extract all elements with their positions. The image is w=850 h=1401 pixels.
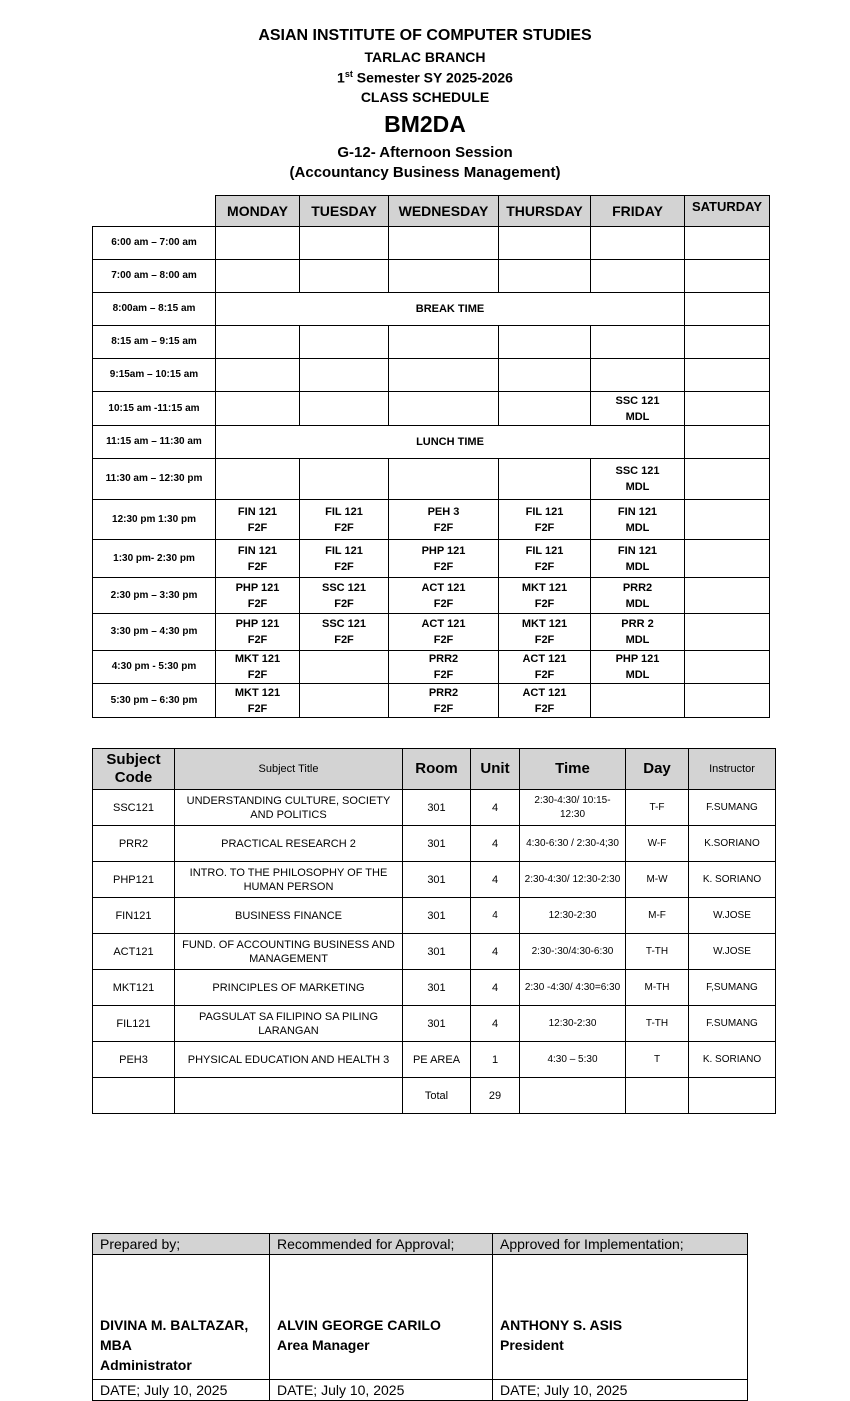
slot-cell [685, 392, 770, 426]
class-mode: F2F [433, 669, 454, 681]
class-mode: MDL [625, 410, 650, 423]
time-cell: 3:30 pm – 4:30 pm [93, 614, 216, 651]
recommended-date: DATE; July 10, 2025 [270, 1380, 493, 1401]
prepared-title: Administrator [100, 1357, 192, 1373]
class-cell [591, 578, 685, 614]
recommended-name: ALVIN GEORGE CARILO [277, 1317, 441, 1333]
subject-day: M-TH [626, 970, 689, 1006]
class-cell [591, 614, 685, 651]
signature-header-row [93, 1234, 748, 1255]
subject-title: PRINCIPLES OF MARKETING [175, 970, 403, 1006]
header-time: Time [520, 749, 626, 790]
subject-code: PHP121 [93, 862, 175, 898]
slot-cell [685, 578, 770, 614]
schedule-row [93, 684, 770, 718]
semester-suffix: st [344, 69, 353, 79]
day-header-tuesday: TUESDAY [300, 196, 389, 227]
subject-instructor: K. SORIANO [689, 1042, 776, 1078]
slot-cell [685, 540, 770, 578]
class-mode: MDL [625, 597, 650, 610]
subject-code: FIL121 [93, 1006, 175, 1042]
slot-cell [685, 260, 770, 293]
day-header-thursday: THURSDAY [499, 196, 591, 227]
class-mode: F2F [433, 560, 454, 573]
class-cell [389, 500, 499, 540]
approved-label: Approved for Implementation; [493, 1234, 748, 1255]
slot-cell [499, 326, 591, 359]
class-cell [389, 684, 499, 718]
subject-unit: 4 [471, 1006, 520, 1042]
signatures-table [92, 1233, 748, 1401]
class-cell [591, 500, 685, 540]
class-mode: MDL [625, 560, 650, 573]
subject-unit: 4 [471, 790, 520, 826]
empty-cell [93, 1078, 175, 1114]
class-mode: F2F [534, 634, 555, 646]
schedule-row [93, 578, 770, 614]
approved-date: DATE; July 10, 2025 [493, 1380, 748, 1401]
subject-room: 301 [403, 790, 471, 826]
subject-time: 2:30-4:30/ 10:15-12:30 [520, 790, 626, 826]
subject-unit: 1 [471, 1042, 520, 1078]
slot-cell [685, 651, 770, 684]
subject-code: FIL 121 [525, 505, 564, 518]
subject-row [93, 898, 776, 934]
header-room: Room [403, 749, 471, 790]
approved-signatory [493, 1255, 748, 1380]
slot-cell [389, 459, 499, 500]
class-cell [389, 540, 499, 578]
subject-day: T-TH [626, 934, 689, 970]
total-units: 29 [471, 1078, 520, 1114]
class-cell [300, 614, 389, 651]
schedule-row [93, 614, 770, 651]
subject-code: PRR2 [428, 653, 459, 665]
subject-time: 2:30-4:30/ 12:30-2:30 [520, 862, 626, 898]
subject-code: FIN 121 [617, 505, 658, 518]
slot-cell [300, 227, 389, 260]
time-cell: 5:30 pm – 6:30 pm [93, 684, 216, 718]
header-unit: Unit [471, 749, 520, 790]
class-mode: F2F [534, 702, 555, 715]
class-mode: F2F [247, 597, 268, 610]
subject-day: T-F [626, 790, 689, 826]
schedule-row [93, 540, 770, 578]
subjects-table [92, 748, 776, 1114]
prepared-by-label: Prepared by; [93, 1234, 270, 1255]
subject-row [93, 1006, 776, 1042]
subject-unit: 4 [471, 898, 520, 934]
class-cell [216, 651, 300, 684]
day-header-monday: MONDAY [216, 196, 300, 227]
schedule-row [93, 426, 770, 459]
subject-unit: 4 [471, 826, 520, 862]
slot-cell [300, 392, 389, 426]
class-cell [300, 540, 389, 578]
subject-code: ACT 121 [522, 686, 567, 699]
schedule-row [93, 651, 770, 684]
institute-name: ASIAN INSTITUTE OF COMPUTER STUDIES [258, 27, 592, 44]
subject-row [93, 1042, 776, 1078]
subject-unit: 4 [471, 934, 520, 970]
session-label: G-12- Afternoon Session [337, 144, 513, 161]
day-header-wednesday: WEDNESDAY [389, 196, 499, 227]
class-mode: F2F [334, 521, 354, 534]
slot-cell [685, 614, 770, 651]
subject-code: SSC121 [93, 790, 175, 826]
subject-code: PRR2 [93, 826, 175, 862]
class-mode: F2F [247, 702, 268, 715]
time-cell: 4:30 pm - 5:30 pm [93, 651, 216, 684]
prepared-name: DIVINA M. BALTAZAR, MBA [100, 1317, 249, 1353]
document-title: CLASS SCHEDULE [360, 89, 490, 105]
subject-row [93, 790, 776, 826]
class-mode: MDL [625, 521, 650, 534]
class-cell [389, 651, 499, 684]
subject-time: 4:30-6:30 / 2:30-4;30 [520, 826, 626, 862]
subject-code: SSC 121 [615, 465, 660, 477]
class-cell-friday [591, 459, 685, 500]
slot-cell [499, 359, 591, 392]
subject-code: PRR2 [428, 686, 459, 699]
class-mode: F2F [247, 669, 268, 681]
prepared-date: DATE; July 10, 2025 [93, 1380, 270, 1401]
slot-cell [591, 227, 685, 260]
subject-title: INTRO. TO THE PHILOSOPHY OF THE HUMAN PERSON [175, 862, 403, 898]
empty-cell [175, 1078, 403, 1114]
slot-cell [685, 326, 770, 359]
subject-code: ACT 121 [421, 581, 466, 594]
class-mode: F2F [433, 521, 454, 534]
slot-cell [216, 260, 300, 293]
subject-code: PHP 121 [615, 653, 660, 665]
slot-cell [685, 293, 770, 326]
signature-body-row [93, 1255, 748, 1380]
header-instructor: Instructor [689, 749, 776, 790]
recommended-title: Area Manager [277, 1337, 370, 1353]
class-cell [216, 614, 300, 651]
subject-day: M-F [626, 898, 689, 934]
time-cell: 11:15 am – 11:30 am [93, 426, 216, 459]
subject-unit: 4 [471, 970, 520, 1006]
subject-code: PRR2 [622, 581, 653, 594]
class-cell [499, 578, 591, 614]
subject-room: 301 [403, 970, 471, 1006]
subject-title: UNDERSTANDING CULTURE, SOCIETY AND POLITICS [175, 790, 403, 826]
section-code: BM2DA [384, 111, 466, 137]
slot-cell [499, 260, 591, 293]
subject-room: PE AREA [403, 1042, 471, 1078]
subject-room: 301 [403, 862, 471, 898]
subject-instructor: F,SUMANG [689, 970, 776, 1006]
subject-code: FIN121 [93, 898, 175, 934]
header-subject-code: Subject Code [93, 749, 175, 790]
subject-code: PHP 121 [235, 618, 280, 630]
slot-cell [300, 651, 389, 684]
class-cell [591, 651, 685, 684]
time-cell: 7:00 am – 8:00 am [93, 260, 216, 293]
slot-cell [216, 459, 300, 500]
slot-cell [591, 326, 685, 359]
subject-time: 12:30-2:30 [520, 1006, 626, 1042]
slot-cell [389, 359, 499, 392]
subject-time: 4:30 – 5:30 [520, 1042, 626, 1078]
break-time-cell: BREAK TIME [216, 293, 685, 326]
subject-code: MKT121 [93, 970, 175, 1006]
semester-line [0, 69, 850, 86]
subject-code: FIN 121 [237, 505, 278, 518]
subject-code: ACT 121 [421, 618, 466, 630]
time-cell: 6:00 am – 7:00 am [93, 227, 216, 260]
subject-code: SSC 121 [321, 581, 367, 594]
strand-label: (Accountancy Business Management) [289, 164, 561, 181]
subject-code: PHP 121 [235, 581, 280, 594]
slot-cell [389, 260, 499, 293]
subject-room: 301 [403, 826, 471, 862]
class-cell [300, 578, 389, 614]
subject-code: PHP 121 [421, 544, 466, 557]
subject-room: 301 [403, 934, 471, 970]
schedule-row [93, 293, 770, 326]
class-mode: MDL [625, 481, 650, 493]
subject-room: 301 [403, 898, 471, 934]
subject-unit: 4 [471, 862, 520, 898]
time-cell: 11:30 am – 12:30 pm [93, 459, 216, 500]
subject-row [93, 934, 776, 970]
corner-cell [93, 196, 216, 227]
time-cell: 10:15 am -11:15 am [93, 392, 216, 426]
class-mode: F2F [534, 560, 555, 573]
class-cell [499, 651, 591, 684]
class-mode: MDL [625, 669, 650, 681]
class-cell [499, 540, 591, 578]
class-cell [216, 500, 300, 540]
class-schedule-table [92, 195, 770, 718]
subject-title: PAGSULAT SA FILIPINO SA PILING LARANGAN [175, 1006, 403, 1042]
slot-cell [300, 359, 389, 392]
subject-day: M-W [626, 862, 689, 898]
class-mode: F2F [534, 597, 555, 610]
slot-cell [389, 227, 499, 260]
subject-row [93, 826, 776, 862]
day-header-saturday: SATURDAY [685, 196, 770, 227]
slot-cell [685, 426, 770, 459]
schedule-row [93, 227, 770, 260]
subject-code: FIL 121 [525, 544, 564, 557]
subject-day: W-F [626, 826, 689, 862]
signature-date-row [93, 1380, 748, 1401]
subject-code: SSC 121 [321, 618, 367, 630]
subject-code: FIL 121 [325, 505, 363, 518]
approved-name: ANTHONY S. ASIS [500, 1317, 623, 1333]
class-mode: F2F [534, 521, 555, 534]
slot-cell [216, 392, 300, 426]
subject-row [93, 862, 776, 898]
schedule-row [93, 392, 770, 426]
recommended-signatory [270, 1255, 493, 1380]
slot-cell [499, 459, 591, 500]
day-header-friday: FRIDAY [591, 196, 685, 227]
class-cell [216, 684, 300, 718]
schedule-row [93, 260, 770, 293]
subject-code: FIN 121 [617, 544, 658, 557]
schedule-header-row [93, 196, 770, 227]
class-mode: F2F [247, 521, 268, 534]
class-cell [499, 684, 591, 718]
slot-cell [216, 326, 300, 359]
lunch-time-cell: LUNCH TIME [216, 426, 685, 459]
slot-cell [685, 359, 770, 392]
subject-code: ACT 121 [522, 653, 567, 665]
class-cell-friday [591, 392, 685, 426]
subject-code: SSC 121 [615, 394, 660, 407]
subject-code: MKT 121 [234, 653, 281, 665]
slot-cell [685, 500, 770, 540]
subject-instructor: F.SUMANG [689, 790, 776, 826]
subject-title: BUSINESS FINANCE [175, 898, 403, 934]
slot-cell [216, 359, 300, 392]
time-cell: 2:30 pm – 3:30 pm [93, 578, 216, 614]
slot-cell [389, 392, 499, 426]
time-cell: 12:30 pm 1:30 pm [93, 500, 216, 540]
class-cell [389, 614, 499, 651]
subject-code: PEH3 [93, 1042, 175, 1078]
class-mode: F2F [334, 634, 354, 646]
slot-cell [300, 684, 389, 718]
subject-title: FUND. OF ACCOUNTING BUSINESS AND MANAGEMENT [175, 934, 403, 970]
slot-cell [216, 227, 300, 260]
schedule-row [93, 326, 770, 359]
slot-cell [499, 227, 591, 260]
subject-code: MKT 121 [521, 581, 568, 594]
total-row [93, 1078, 776, 1114]
recommended-label: Recommended for Approval; [270, 1234, 493, 1255]
schedule-row [93, 459, 770, 500]
class-mode: F2F [247, 634, 268, 646]
slot-cell [300, 326, 389, 359]
schedule-row [93, 359, 770, 392]
subject-day: T-TH [626, 1006, 689, 1042]
class-mode: F2F [247, 560, 268, 573]
subject-instructor: K.SORIANO [689, 826, 776, 862]
subject-code: PEH 3 [427, 505, 460, 518]
class-cell [389, 578, 499, 614]
slot-cell [591, 260, 685, 293]
class-mode: F2F [433, 597, 454, 610]
slot-cell [300, 459, 389, 500]
class-cell [499, 500, 591, 540]
schedule-row [93, 500, 770, 540]
branch-name: TARLAC BRANCH [364, 49, 486, 65]
slot-cell [591, 359, 685, 392]
subject-time: 2:30 -4:30/ 4:30=6:30 [520, 970, 626, 1006]
subject-room: 301 [403, 1006, 471, 1042]
time-cell: 8:15 am – 9:15 am [93, 326, 216, 359]
subject-day: T [626, 1042, 689, 1078]
subject-code: ACT121 [93, 934, 175, 970]
subject-title: PRACTICAL RESEARCH 2 [175, 826, 403, 862]
class-cell [499, 614, 591, 651]
subjects-header-row [93, 749, 776, 790]
class-mode: F2F [334, 560, 354, 573]
total-label: Total [403, 1078, 471, 1114]
time-cell: 8:00am – 8:15 am [93, 293, 216, 326]
slot-cell [685, 459, 770, 500]
slot-cell [685, 684, 770, 718]
slot-cell [389, 326, 499, 359]
slot-cell [591, 684, 685, 718]
subject-code: MKT 121 [521, 618, 568, 630]
subject-time: 12:30-2:30 [520, 898, 626, 934]
class-mode: F2F [433, 634, 454, 646]
subject-instructor: K. SORIANO [689, 862, 776, 898]
subject-instructor: F.SUMANG [689, 1006, 776, 1042]
slot-cell [499, 392, 591, 426]
header-day: Day [626, 749, 689, 790]
class-mode: F2F [534, 669, 555, 681]
subject-code: FIN 121 [237, 544, 278, 557]
empty-cell [689, 1078, 776, 1114]
class-cell [216, 578, 300, 614]
subject-code: FIL 121 [325, 544, 363, 557]
slot-cell [300, 260, 389, 293]
header-subject-title: Subject Title [175, 749, 403, 790]
approved-title: President [500, 1337, 564, 1353]
prepared-signatory [93, 1255, 270, 1380]
subject-code: MKT 121 [234, 686, 281, 699]
subject-time: 2:30-:30/4:30-6:30 [520, 934, 626, 970]
class-mode: MDL [625, 634, 650, 646]
class-mode: F2F [433, 702, 454, 715]
subject-row [93, 970, 776, 1006]
empty-cell [520, 1078, 626, 1114]
subject-title: PHYSICAL EDUCATION AND HEALTH 3 [175, 1042, 403, 1078]
semester-number: 1 [337, 69, 345, 86]
class-cell [591, 540, 685, 578]
subject-instructor: W.JOSE [689, 898, 776, 934]
class-mode: F2F [334, 597, 354, 610]
subject-code: PRR 2 [621, 618, 654, 630]
semester-text: Semester SY 2025-2026 [352, 69, 513, 86]
class-cell [216, 540, 300, 578]
slot-cell [685, 227, 770, 260]
time-cell: 9:15am – 10:15 am [93, 359, 216, 392]
time-cell: 1:30 pm- 2:30 pm [93, 540, 216, 578]
subject-instructor: W.JOSE [689, 934, 776, 970]
class-cell [300, 500, 389, 540]
empty-cell [626, 1078, 689, 1114]
